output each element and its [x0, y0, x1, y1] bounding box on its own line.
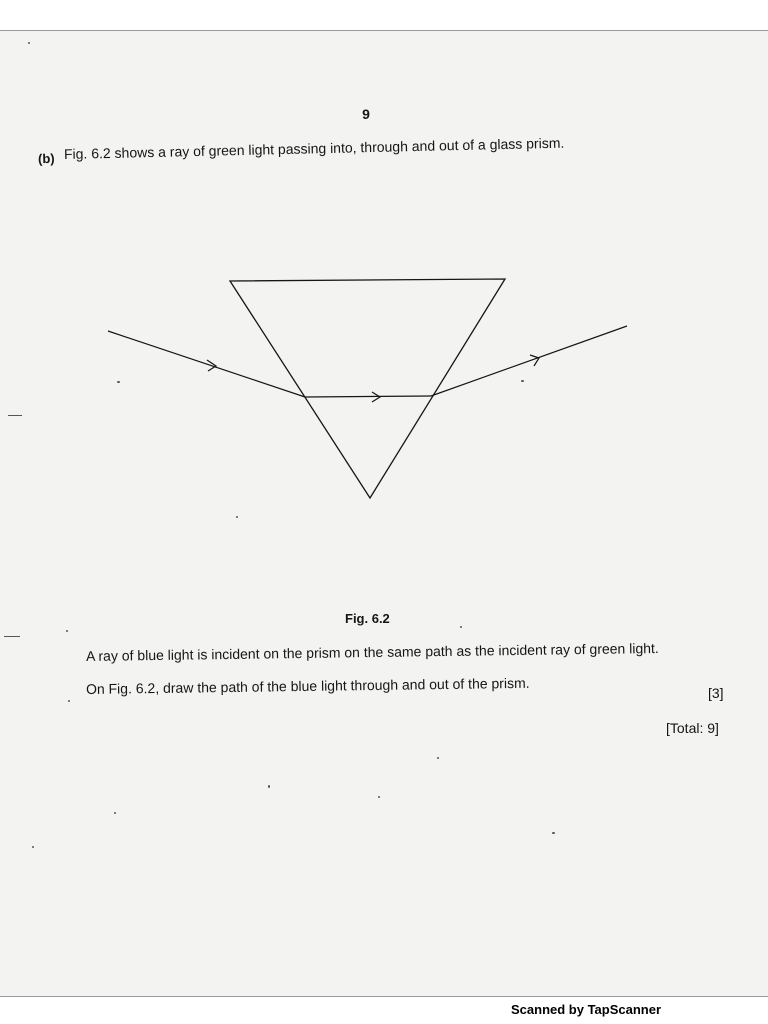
scan-speck — [268, 785, 270, 788]
glass-prism — [230, 279, 505, 498]
scan-speck — [460, 626, 462, 628]
question-intro: Fig. 6.2 shows a ray of green light passing into, through and out of a glass prism. — [63, 134, 565, 162]
page-number: 9 — [362, 106, 370, 122]
scan-speck — [117, 381, 120, 383]
drawing-instruction: On Fig. 6.2, draw the path of the blue light through and out of the prism. — [85, 674, 530, 697]
scan-speck — [66, 630, 68, 632]
scan-speck — [552, 832, 555, 834]
refracted-ray — [305, 396, 431, 397]
scan-speck — [28, 42, 30, 44]
figure-caption: Fig. 6.2 — [345, 611, 390, 626]
scan-speck — [8, 415, 22, 416]
scanner-watermark: Scanned by TapScanner — [511, 1002, 662, 1017]
scan-speck — [114, 812, 116, 814]
emergent-ray — [431, 326, 627, 396]
scan-speck — [68, 700, 70, 702]
scan-speck — [437, 757, 439, 759]
marks-label: [3] — [708, 685, 724, 701]
total-marks-label: [Total: 9] — [666, 720, 719, 736]
scan-speck — [4, 636, 20, 637]
question-part-label: (b) — [37, 150, 55, 167]
incident-ray — [108, 331, 305, 397]
scan-speck — [378, 796, 380, 798]
blue-light-statement: A ray of blue light is incident on the prism on the same path as the incident ray of green light. — [85, 640, 659, 664]
scan-speck — [32, 846, 34, 848]
scan-speck — [236, 516, 238, 518]
scan-speck — [521, 380, 524, 382]
